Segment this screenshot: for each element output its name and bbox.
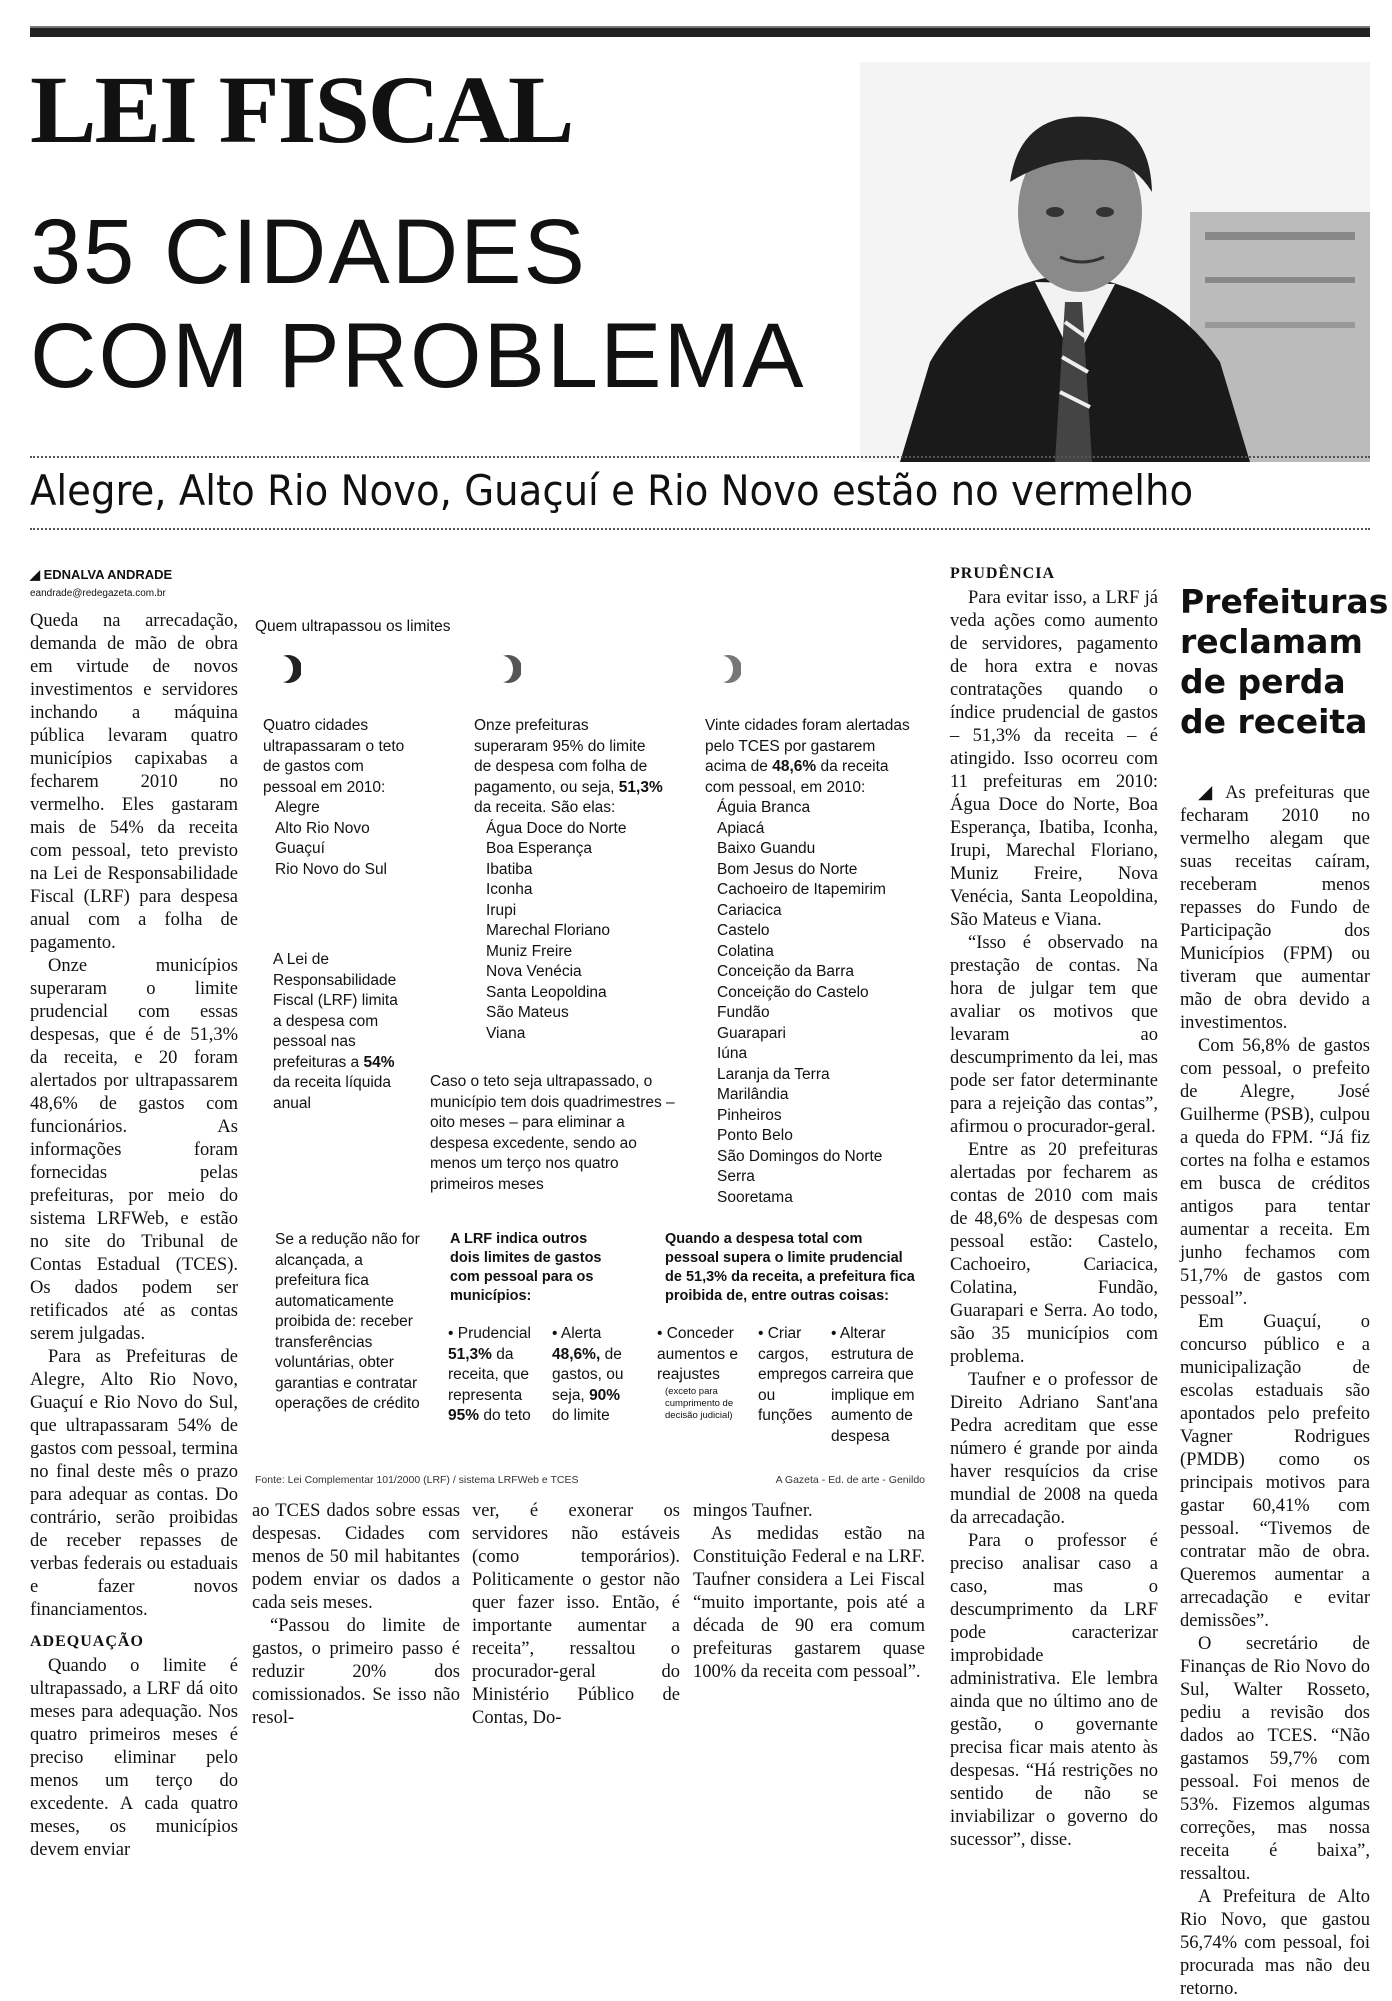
lrf-note-tail: da receita líquida anual — [273, 1074, 392, 1112]
city-item: Águia Branca — [717, 799, 811, 816]
city-item: Iconha — [486, 881, 533, 898]
city-item: Laranja da Terra — [717, 1065, 830, 1083]
ban-item-1-text: • Conceder aumentos e reajustes — [657, 1325, 738, 1383]
limits-title: A LRF indica outros dois limites de gastos com pessoal para os municípios: — [450, 1231, 602, 1304]
city-item: Muniz Freire — [486, 942, 573, 960]
sidebar-paragraph: Com 56,8% de gastos com pessoal, o prefeito de Alegre, José Guilherme (PSB), culpou a queda do FPM. “Já fiz cortes na folha e estamos em busca de créditos antigos para tentar aumentar a receita. Em junho fechamos com 51,7% de gastos com pessoal”. — [1180, 1036, 1370, 1309]
group2-intro-percent: 51,3% — [618, 778, 663, 796]
article-paragraph: Onze municípios superaram o limite prudencial com essas despesas, que é de 51,3% da receita, e 20 foram alertados por ultrapassarem 48,6% de gastos com funcionários. As informações foram fornecidas pelas prefeituras, por meio do sistema LRFWeb, e estão no site do Tribunal de Contas Estadual (TCES). Os dados podem ser retificados até as contas serem julgadas. — [30, 956, 238, 1344]
reducao-note: Se a redução não for alcançada, a prefeitura fica automaticamente proibida de: receber transferências voluntárias, obter garantias e contratar operações de crédito — [275, 1231, 420, 1412]
article-paragraph: Quando o limite é ultrapassado, a LRF dá oito meses para adequação. Nos quatro primeiros meses é preciso eliminar pelo menos um terço do excedente. A cada quatro meses, os municípios devem enviar — [30, 1656, 238, 1860]
deck-subheadline: Alegre, Alto Rio Novo, Guaçuí e Rio Novo estão no vermelho — [30, 466, 1194, 515]
article-paragraph: mingos Taufner. — [693, 1501, 813, 1521]
rule-above-deck — [30, 456, 1370, 458]
sidebar-paragraph — [1180, 782, 1370, 1035]
group1-city-list — [263, 798, 408, 880]
sidebar-paragraph: A Prefeitura de Alto Rio Novo, que gastou 56,74% com pessoal, foi procurada mas não deu retorno. — [1180, 1887, 1370, 1999]
article-column-4 — [693, 1500, 925, 1684]
limit-prudencial-share: 95% — [448, 1407, 480, 1424]
city-item: Marilândia — [717, 1086, 789, 1103]
article-paragraph: Para as Prefeituras de Alegre, Alto Rio Novo, Guaçuí e Rio Novo do Sul, que ultrapassaram 54% de gastos com pessoal, termina no final deste mês o prazo para adequar as contas. Do contrário, serão proibidas de receber repasses de verbas federais ou estaduais e fazer novos financiamentos. — [30, 1347, 238, 1620]
portrait-illustration — [860, 62, 1370, 462]
bullet-icon: ◢ — [1198, 783, 1226, 803]
group3-block — [705, 716, 910, 1208]
lrf-note-text: A Lei de Responsabilidade Fiscal (LRF) limita a despesa com pessoal nas prefeituras a — [273, 951, 398, 1071]
group2-block — [474, 716, 664, 1044]
sidebar-article — [1180, 782, 1370, 2001]
group2-intro — [474, 716, 664, 819]
byline-author: ◢ EDNALVA ANDRADE — [30, 567, 173, 582]
city-item: Pinheiros — [717, 1106, 782, 1124]
article-paragraph: Para o professor é preciso analisar caso a caso, mas o descumprimento da LRF pode caracterizar improbidade administrativa. Ele lembra ainda que no último ano de gestão, o governante precisa ficar mais atento às despesas. “Há restrições no sentido de não se inviabilizar o governo do sucessor”, disse. — [950, 1531, 1158, 1850]
subhead-adequacao: ADEQUAÇÃO — [30, 1633, 144, 1650]
author-name: EDNALVA ANDRADE — [43, 567, 173, 582]
infographic-title: Quem ultrapassou os limites — [255, 618, 451, 635]
city-item: Marechal Floriano — [486, 922, 611, 939]
section-kicker: LEI FISCAL — [30, 56, 573, 163]
city-item: Guarapari — [717, 1024, 786, 1042]
city-item: Alto Rio Novo — [275, 819, 370, 837]
limit-alerta-text: de gastos, ou seja, — [552, 1345, 624, 1404]
city-item: Guaçuí — [275, 840, 325, 857]
city-item: Apiacá — [717, 819, 765, 837]
group3-intro — [705, 716, 910, 798]
city-item: São Mateus — [486, 1004, 569, 1021]
photo-official-portrait — [860, 62, 1370, 462]
sidebar-paragraph-text: As prefeituras que fecharam 2010 no vermelho alegam que suas receitas caíram, receberam menos repasses do Fundo de Participação dos Municípios (FPM) ou tiveram que aumentar mão de obra devido a investimentos. — [1180, 783, 1370, 1033]
infographic-credit: A Gazeta - Ed. de arte - Genildo — [775, 1474, 925, 1486]
city-item: Sooretama — [717, 1188, 793, 1206]
group3-city-list — [705, 798, 910, 1208]
city-item: Ibatiba — [486, 860, 533, 878]
byline-email: eandrade@redegazeta.com.br — [30, 588, 166, 599]
city-item: Conceição da Barra — [717, 963, 854, 980]
group1-intro: Quatro cidades ultrapassaram o teto de gastos com pessoal em 2010: — [263, 717, 405, 796]
ban-item-2: • Criar cargos, empregos ou funções — [758, 1325, 827, 1424]
article-column-1 — [30, 610, 238, 1862]
sidebar-paragraph: Em Guaçuí, o concurso público e a municipalização de escolas estaduais são apontados pelo prefeito Vagner Rodrigues (PMDB) como os principais motivos para gastar 60,41% com pessoal. “Tivemos de contratar mão de obra. Queremos aumentar a arrecadação e evitar demissões”. — [1180, 1312, 1370, 1631]
rule-below-deck — [30, 528, 1370, 530]
city-item: Colatina — [717, 942, 774, 960]
city-item: Cariacica — [717, 901, 782, 919]
lrf-note-percent: 54% — [363, 1053, 395, 1071]
article-column-5 — [950, 562, 1158, 1852]
group3-intro-percent: 48,6% — [772, 758, 817, 775]
article-paragraph: Entre as 20 prefeituras alertadas por fecharem as contas de 2010 com mais de 48,6% de despesas com pessoal estão: Castelo, Cachoeiro, Cariacica, Colatina, Fundão, Guarapari e Serra. Ao todo, são 35 municípios com problema. — [950, 1140, 1158, 1367]
city-item: Cachoeiro de Itapemirim — [717, 881, 886, 898]
group2-city-list — [474, 819, 664, 1045]
article-paragraph: “Passou do limite de gastos, o primeiro passo é reduzir 20% dos comissionados. Se isso não resol- — [252, 1616, 460, 1728]
headline — [30, 200, 805, 408]
article-paragraph: ver, é exonerar os servidores não estáveis (como temporários). Politicamente o gestor não quer fazer isso. Então, é importante aumentar a receita”, ressaltou o procurador-geral do Ministério Público de Contas, Do- — [472, 1501, 680, 1728]
city-item: Bom Jesus do Norte — [717, 860, 858, 878]
limit-alerta-share: 90% — [589, 1386, 621, 1404]
city-item: Irupi — [486, 901, 517, 919]
infographic-source: Fonte: Lei Complementar 101/2000 (LRF) / sistema LRFWeb e TCES — [255, 1474, 579, 1486]
article-paragraph: As medidas estão na Constituição Federal e na LRF. Taufner considera a Lei Fiscal “muito importante, pois até a década de 90 era comum prefeituras gastarem quase 100% da receita com pessoal”. — [693, 1524, 925, 1682]
limit-prudencial — [448, 1324, 543, 1427]
ban-item-3: • Alterar estrutura de carreira que implique em aumento de despesa — [831, 1325, 915, 1445]
limit-alerta-percent: 48,6%, — [552, 1345, 601, 1363]
article-paragraph: ao TCES dados sobre essas despesas. Cidades com menos de 50 mil habitantes podem enviar os dados a cada seis meses. — [252, 1501, 460, 1613]
top-rule-bar — [30, 26, 1370, 37]
article-paragraph: Queda na arrecadação, demanda de mão de obra em virtude de novos investimentos e servidores inchando a máquina pública levaram quatro municípios capixabas a fecharem 2010 no vermelho. Eles gastaram mais de 54% da receita com pessoal, teto previsto na Lei de Responsabilidade Fiscal (LRF) para despesa anual com a folha de pagamento. — [30, 611, 238, 953]
limit-alerta — [552, 1324, 630, 1427]
headline-line-1: 35 CIDADES — [30, 201, 587, 303]
limit-alerta-label: • Alerta — [552, 1325, 602, 1342]
moon-icon — [275, 654, 301, 684]
teto-note: Caso o teto seja ultrapassado, o município tem dois quadrimestres – oito meses – para eliminar a despesa excedente, sendo ao menos um terço nos quatro primeiros meses — [430, 1073, 675, 1193]
article-paragraph: Para evitar isso, a LRF já veda ações como aumento de servidores, pagamento de hora extra e novas contratações quando o índice prudencial de gastos – 51,3% da receita – é atingido. Isso ocorreu com 11 prefeituras em 2010: Água Doce do Norte, Boa Esperança, Ibatiba, Iconha, Irupi, Marechal Floriano, Muniz Freire, Nova Venécia, Santa Leopoldina, São Mateus e Viana. — [950, 588, 1158, 930]
city-item: São Domingos do Norte — [717, 1147, 883, 1165]
article-column-3 — [472, 1500, 680, 1730]
city-item: Serra — [717, 1168, 755, 1185]
ban-item-1-note: (exceto para cumprimento de decisão judicial) — [665, 1385, 734, 1421]
city-item: Castelo — [717, 922, 770, 939]
city-item: Conceição do Castelo — [717, 983, 869, 1001]
group1-block — [263, 716, 408, 880]
group3-intro-text: Vinte cidades foram alertadas pelo TCES por gastarem acima de — [705, 717, 910, 775]
group3-intro-tail: da receita com pessoal, em 2010: — [705, 758, 889, 796]
limit-prudencial-text: da receita, que representa — [448, 1345, 529, 1404]
subhead-prudencia: PRUDÊNCIA — [950, 565, 1055, 582]
city-item: Ponto Belo — [717, 1127, 793, 1144]
moon-icon — [715, 654, 741, 684]
city-item: Iúna — [717, 1045, 748, 1062]
city-item: Nova Venécia — [486, 963, 582, 980]
city-item: Boa Esperança — [486, 840, 592, 857]
infographic-limits — [255, 612, 925, 1486]
limit-alerta-tail: do limite — [552, 1407, 610, 1424]
limit-prudencial-label: • Prudencial — [448, 1325, 531, 1342]
group2-intro-text: Onze prefeituras superaram 95% do limite de despesa com folha de pagamento, ou seja, — [474, 717, 648, 796]
city-item: Água Doce do Norte — [486, 819, 627, 837]
limit-prudencial-tail: do teto — [483, 1407, 531, 1424]
city-item: Fundão — [717, 1004, 770, 1021]
headline-line-2: COM PROBLEMA — [30, 305, 806, 407]
moon-icon — [495, 654, 521, 684]
article-paragraph: “Isso é observado na prestação de contas. Na hora de julgar tem que avaliar os motivos que levaram ao descumprimento da lei, mas pode ser fator determinante para a rejeição das contas”, afirmou o procurador-geral. — [950, 933, 1158, 1137]
prudencial-ban-title: Quando a despesa total com pessoal supera o limite prudencial de 51,3% da receita, a prefeitura fica proibida de, entre outras coisas: — [665, 1231, 915, 1304]
sidebar-headline: Prefeituras reclamam de perda de receita — [1180, 582, 1389, 741]
city-item: Alegre — [275, 799, 320, 816]
ban-item-1 — [657, 1324, 752, 1422]
city-item: Santa Leopoldina — [486, 983, 607, 1001]
city-item: Rio Novo do Sul — [275, 860, 388, 878]
article-paragraph: Taufner e o professor de Direito Adriano Sant'ana Pedra acreditam que esse número é grande por ainda haver resquícios da crise mundial de 2008 na queda da arrecadação. — [950, 1370, 1158, 1528]
city-item: Baixo Guandu — [717, 840, 816, 857]
group2-intro-tail: da receita. São elas: — [474, 799, 616, 816]
article-column-2 — [252, 1500, 460, 1730]
lrf-note — [273, 950, 398, 1114]
limit-prudencial-percent: 51,3% — [448, 1345, 492, 1363]
sidebar-paragraph: O secretário de Finanças de Rio Novo do Sul, Walter Rosseto, pediu a revisão dos dados ao TCES. “Não gastamos 59,7% com pessoal. Foi menos de 53%. Fizemos algumas correções, mas nossa receita é baixa”, ressaltou. — [1180, 1634, 1370, 1884]
city-item: Viana — [486, 1024, 526, 1042]
